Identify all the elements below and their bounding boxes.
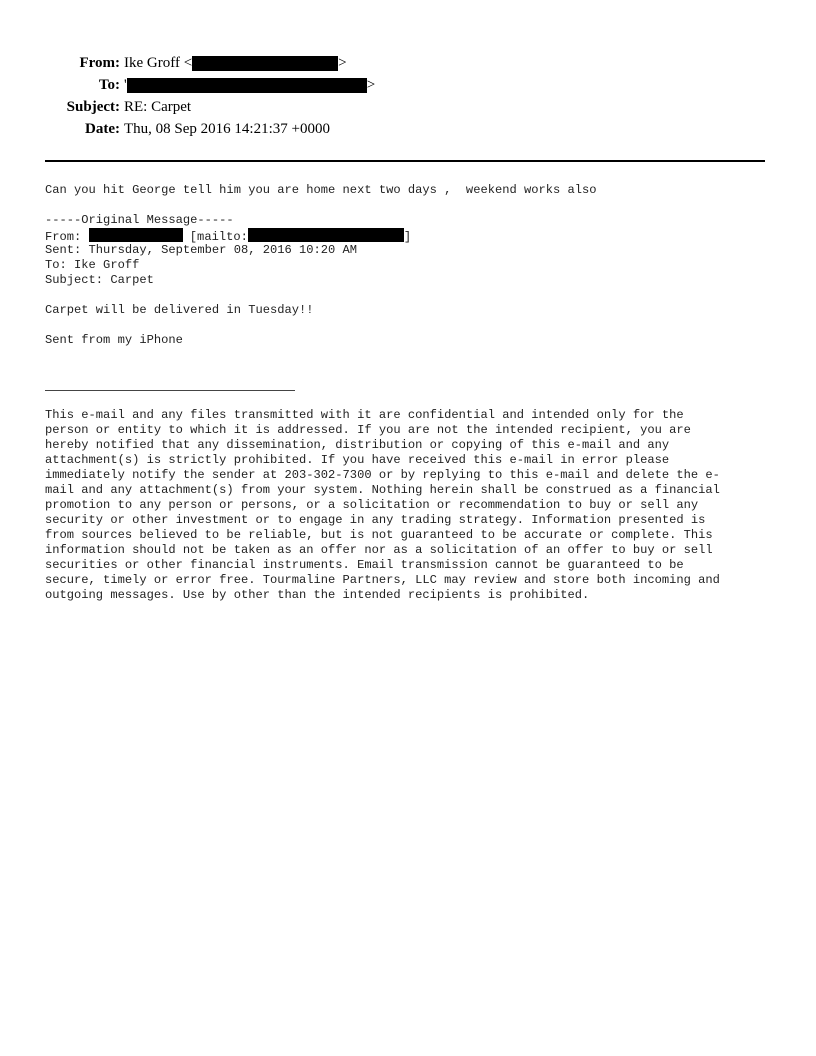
original-to-line: To: Ike Groff [45,258,140,272]
original-from-label: From: [45,230,89,244]
original-message-marker: -----Original Message----- [45,213,234,227]
original-subject-line: Subject: Carpet [45,273,154,287]
disclaimer-line: This e-mail and any files transmitted with it are confidential and intended only for the [45,408,684,422]
reply-text: Can you hit George tell him you are home next two days , weekend works also [45,183,597,197]
disclaimer-line: promotion to any person or persons, or a solicitation or recommendation to buy or sell any [45,498,699,512]
disclaimer-line: person or entity to which it is addressed. If you are not the intended recipient, you are [45,423,691,437]
disclaimer-line: information should not be taken as an offer nor as a solicitation of an offer to buy or sell [45,543,713,557]
subject-value: RE: Carpet [124,99,192,115]
date-label: Date: [85,121,120,137]
original-mailto-close: ] [403,230,412,244]
original-message-text: Carpet will be delivered in Tuesday!! [45,303,314,317]
disclaimer-line: hereby notified that any dissemination, distribution or copying of this e-mail and any [45,438,670,452]
redaction-bar [127,78,367,93]
to-label: To: [98,77,120,93]
from-close: > [338,55,347,71]
from-name: Ike Groff < [124,55,193,71]
date-value: Thu, 08 Sep 2016 14:21:37 +0000 [124,121,330,137]
subject-label: Subject: [66,99,120,115]
original-sent-line: Sent: Thursday, September 08, 2016 10:20 AM [45,243,358,257]
disclaimer-line: attachment(s) is strictly prohibited. If you have received this e-mail in error please [45,453,670,467]
redaction-bar [192,56,338,71]
header-subject-row [0,96,760,118]
redaction-bar [248,228,404,242]
disclaimer-line: from sources believed to be reliable, but is not guaranteed to be accurate or complete. This [45,528,713,542]
disclaimer-line: security or other investment or to engage in any trading strategy. Information presented is [45,513,706,527]
disclaimer-line: immediately notify the sender at 203-302-7300 or by replying to this e-mail and delete the e- [45,468,720,482]
disclaimer-separator [45,390,295,391]
disclaimer-line: mail and any attachment(s) from your system. Nothing herein shall be construed as a financial [45,483,720,497]
header-date-row [0,118,760,140]
to-close: > [366,77,376,93]
original-signature: Sent from my iPhone [45,333,183,347]
header-from-row [0,52,760,74]
disclaimer-line: securities or other financial instruments. Email transmission cannot be guaranteed to be [45,558,684,572]
to-value [124,74,375,96]
redaction-bar [89,228,183,242]
header-divider [45,160,765,162]
original-mailto-open: [mailto: [182,230,248,244]
from-label: From: [79,55,120,71]
disclaimer-line: secure, timely or error free. Tourmaline Partners, LLC may review and store both incoming and [45,573,720,587]
header-to-row [0,74,760,96]
from-value [124,52,347,74]
to-open: ' [124,77,127,93]
disclaimer-line: outgoing messages. Use by other than the intended recipients is prohibited. [45,588,590,602]
